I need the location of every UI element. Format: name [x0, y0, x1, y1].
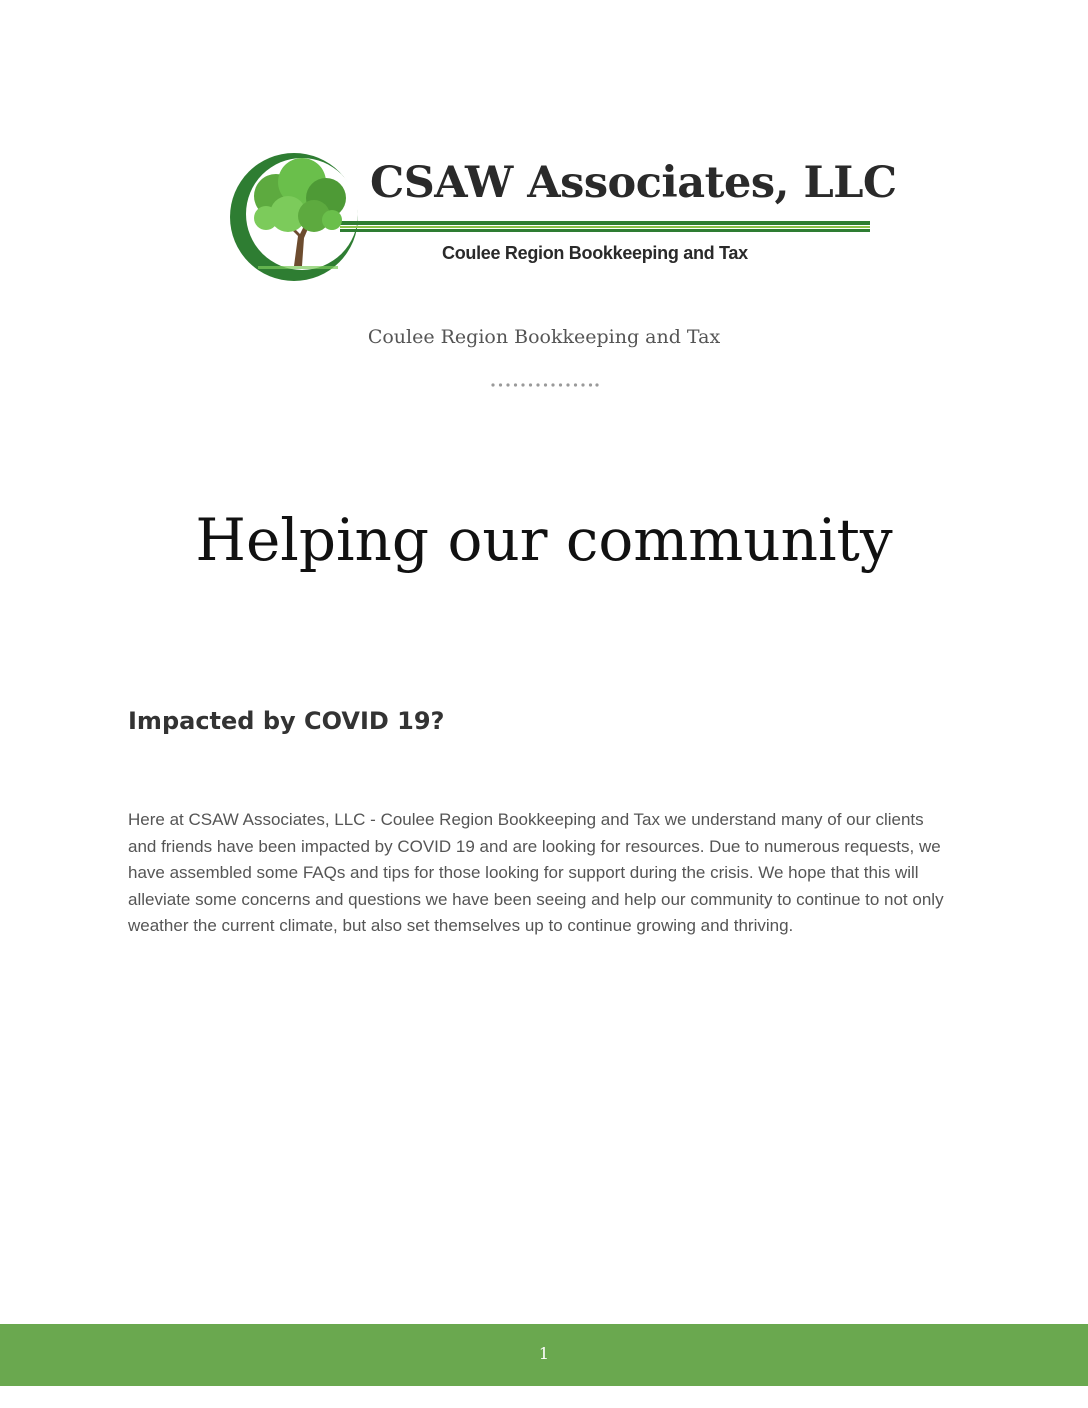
tagline: Coulee Region Bookkeeping and Tax	[367, 326, 721, 348]
logo-title: CSAW Associates, LLC	[370, 158, 897, 208]
body-paragraph: Here at CSAW Associates, LLC - Coulee Region Bookkeeping and Tax we understand many of our clients and friends have been impacted by COVID 19 and are looking for resources. Due to numerous requests, we have assembled some FAQs and tips for those looking for support during the crisis. We hope that this will alleviate some concerns and questions we have been seeing and help our community to continue to not only weather the current climate, but also set themselves up to continue growing and thriving.	[128, 810, 944, 936]
logo-stripe-light	[340, 226, 870, 228]
section-heading: Impacted by COVID 19?	[128, 707, 445, 735]
company-logo	[228, 148, 897, 286]
dotted-divider	[491, 382, 599, 388]
page-title: Helping our community	[195, 506, 893, 574]
page-number: 1	[538, 1344, 550, 1363]
logo-stripe-dark	[340, 221, 870, 225]
logo-stripe-dark-2	[340, 229, 870, 232]
logo-subtitle: Coulee Region Bookkeeping and Tax	[442, 243, 748, 263]
